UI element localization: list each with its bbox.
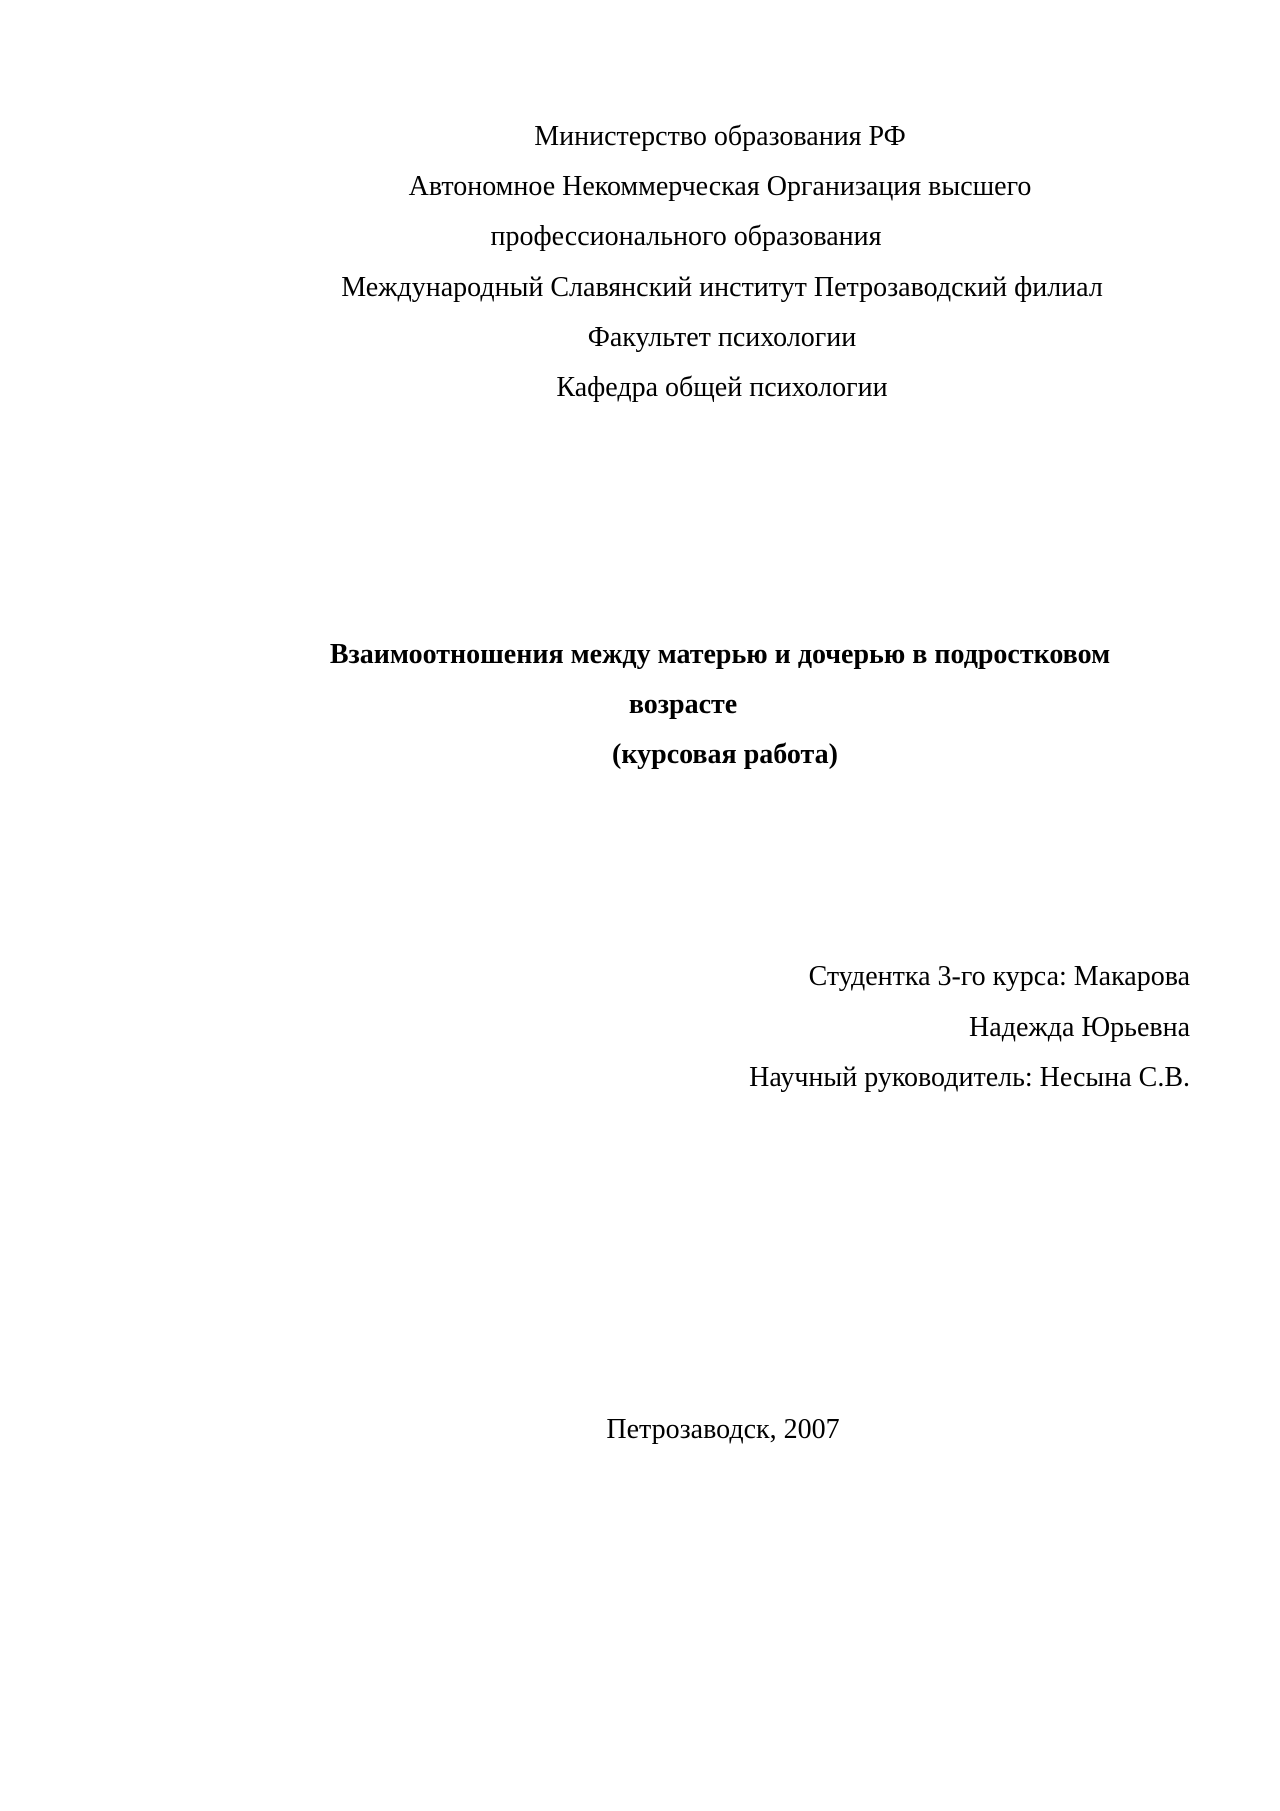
student-line-2: Надежда Юрьевна (969, 1012, 1190, 1043)
ministry-line: Министерство образования РФ (534, 121, 906, 152)
department-line: Кафедра общей психологии (556, 372, 888, 403)
organization-line-2: профессионального образования (490, 221, 882, 252)
work-type: (курсовая работа) (612, 739, 838, 770)
title-line-2: возрасте (628, 689, 738, 720)
city-year: Петрозаводск, 2007 (606, 1414, 840, 1445)
organization-line-1: Автономное Некоммерческая Организация высшего (408, 171, 1032, 202)
title-line-1: Взаимоотношения между матерью и дочерью в подростковом (329, 639, 1111, 670)
student-line-1: Студентка 3-го курса: Макарова (808, 961, 1190, 992)
institute-line: Международный Славянский институт Петрозаводский филиал (341, 272, 1103, 303)
supervisor-line: Научный руководитель: Несына С.В. (749, 1062, 1190, 1093)
faculty-line: Факультет психологии (587, 322, 857, 353)
